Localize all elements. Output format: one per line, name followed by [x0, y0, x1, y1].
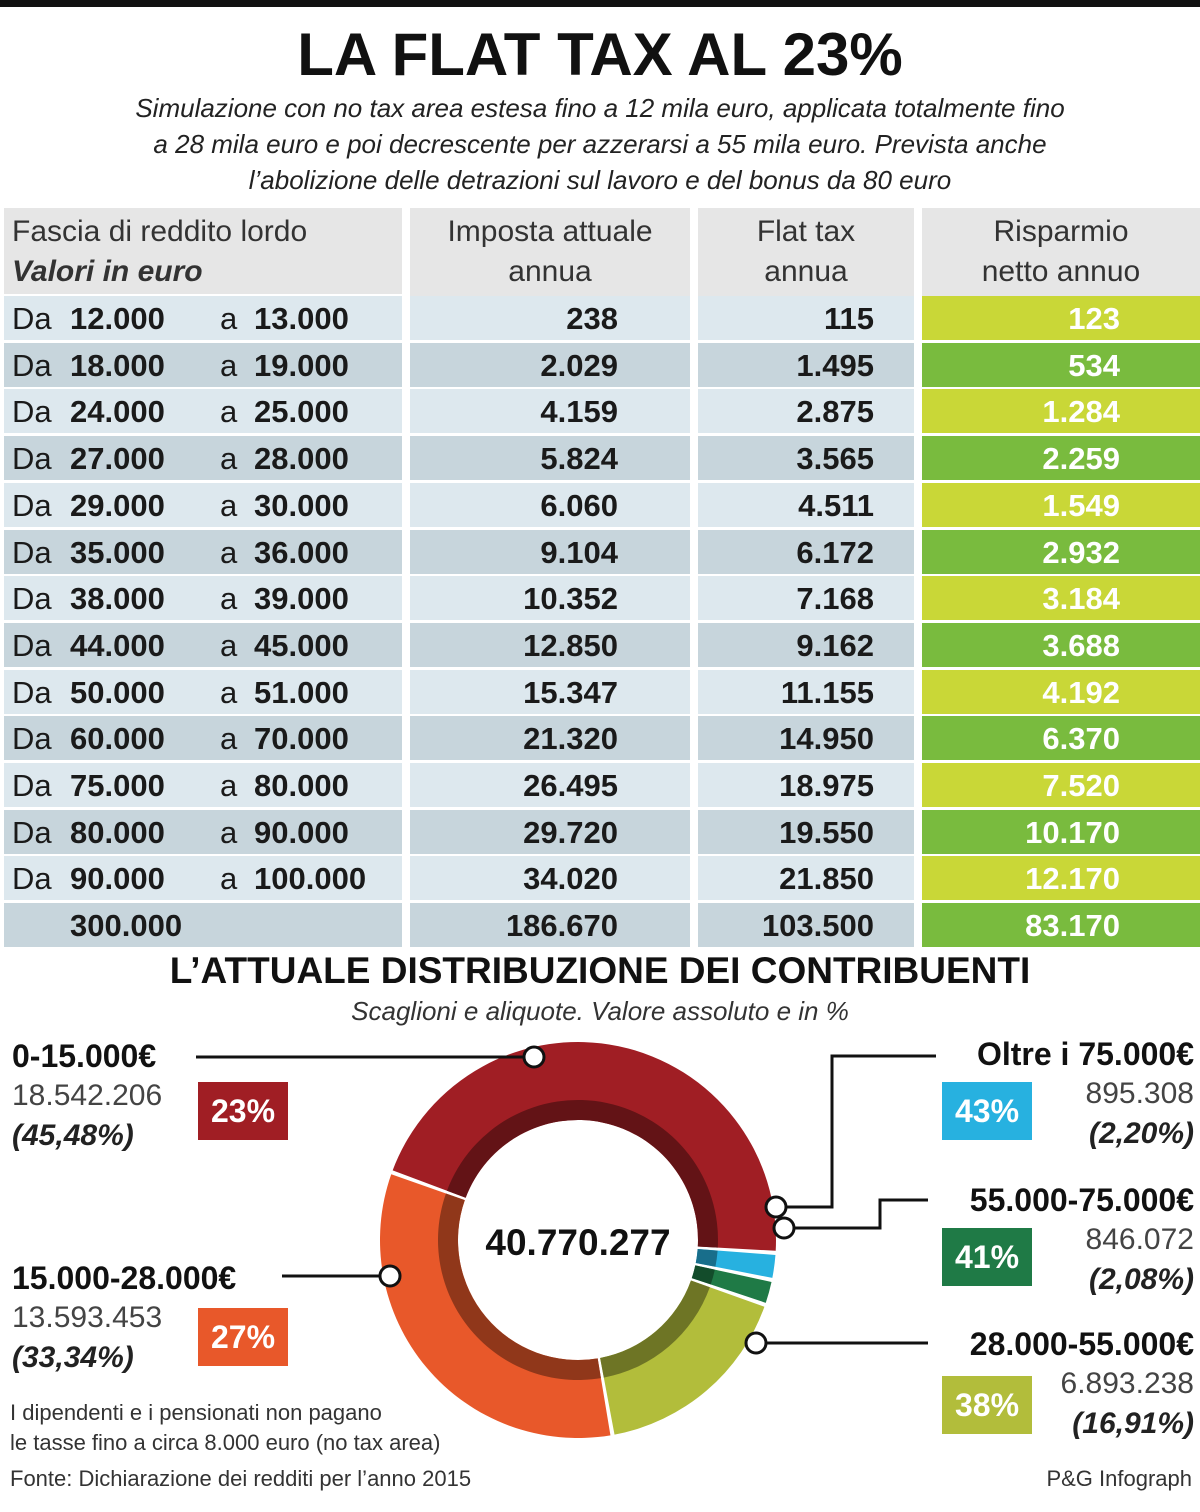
da-label: Da	[12, 768, 52, 803]
subtitle-line: a 28 mila euro e poi decrescente per azzerarsi a 55 mila euro. Prevista anche	[153, 129, 1047, 159]
header-label: Imposta attuale	[447, 215, 653, 248]
cell-flat-tax: 11.155	[698, 670, 914, 714]
header-label: Flat tax	[756, 215, 856, 248]
range-from: 18.000	[70, 347, 165, 383]
range-from: 27.000	[70, 441, 165, 477]
header-label: annua	[764, 255, 848, 288]
range-from: 50.000	[70, 674, 165, 710]
cell-imposta-attuale: 238	[410, 296, 690, 340]
header-label: annua	[508, 255, 592, 288]
da-label: Da	[12, 301, 52, 336]
cell-imposta-attuale: 9.104	[410, 530, 690, 574]
cell-risparmio: 123	[922, 296, 1200, 340]
da-label: Da	[12, 674, 52, 710]
group-count: 846.072	[1085, 1223, 1194, 1256]
cell-flat-tax: 21.850	[698, 856, 914, 900]
a-label: a	[220, 487, 238, 523]
range-to: 70.000	[254, 721, 349, 757]
cell-risparmio: 534	[922, 343, 1200, 387]
range-from: 80.000	[70, 814, 165, 850]
subtitle-line: l’abolizione delle detrazioni sul lavoro e del bonus da 80 euro	[248, 165, 952, 195]
cell-risparmio: 3.184	[922, 576, 1200, 620]
rate-badge-38: 38%	[942, 1376, 1032, 1434]
da-label: Da	[12, 861, 52, 897]
a-label: a	[220, 394, 238, 430]
group-range: 28.000-55.000€	[969, 1326, 1194, 1362]
leader-dot	[766, 1197, 786, 1217]
range-from: 90.000	[70, 861, 165, 897]
group-share: (16,91%)	[1072, 1407, 1194, 1440]
range-from: 38.000	[70, 581, 165, 617]
group-count: 6.893.238	[1060, 1367, 1194, 1400]
range-to: 19.000	[254, 347, 349, 383]
group-count: 895.308	[1085, 1077, 1194, 1110]
group-share: (2,20%)	[1088, 1117, 1194, 1150]
da-label: Da	[12, 627, 52, 663]
range-to: 13.000	[254, 301, 349, 336]
group-label-0-15000	[12, 1036, 162, 1156]
cell-flat-tax: 9.162	[698, 623, 914, 667]
da-label: Da	[12, 581, 52, 617]
a-label: a	[220, 301, 238, 336]
da-label: Da	[12, 487, 52, 523]
cell-flat-tax: 1.495	[698, 343, 914, 387]
a-label: a	[220, 721, 238, 757]
cell-imposta-attuale: 5.824	[410, 436, 690, 480]
total-contributors: 40.770.277	[485, 1222, 671, 1263]
da-label: Da	[12, 347, 52, 383]
cell-risparmio: 2.259	[922, 436, 1200, 480]
cell-risparmio: 7.520	[922, 763, 1200, 807]
range-to: 90.000	[254, 814, 349, 850]
range-from: 24.000	[70, 394, 165, 430]
group-range: Oltre i 75.000€	[976, 1036, 1194, 1072]
rate-badge-23: 23%	[198, 1082, 288, 1140]
range-to: 100.000	[254, 861, 367, 897]
distribution-title: L’ATTUALE DISTRIBUZIONE DEI CONTRIBUENTI	[169, 950, 1031, 991]
cell-risparmio: 2.932	[922, 530, 1200, 574]
group-count: 18.542.206	[12, 1079, 163, 1112]
cell-risparmio: 6.370	[922, 716, 1200, 760]
cell-total-risparmio: 83.170	[922, 903, 1200, 947]
cell-flat-tax: 2.875	[698, 389, 914, 433]
a-label: a	[220, 347, 238, 383]
range-to: 25.000	[254, 394, 349, 430]
range-from: 29.000	[70, 487, 165, 523]
cell-imposta-attuale: 4.159	[410, 389, 690, 433]
donut-slice-shade	[696, 1249, 718, 1267]
cell-risparmio: 1.284	[922, 389, 1200, 433]
cell-risparmio: 1.549	[922, 483, 1200, 527]
cell-flat-tax: 3.565	[698, 436, 914, 480]
a-label: a	[220, 861, 238, 897]
group-range: 55.000-75.000€	[969, 1182, 1194, 1218]
cell-flat-tax: 7.168	[698, 576, 914, 620]
leader-line	[776, 1056, 936, 1207]
group-count: 13.593.453	[12, 1301, 163, 1334]
rate-badge-43: 43%	[942, 1082, 1032, 1140]
cell-imposta-attuale: 29.720	[410, 810, 690, 854]
leader-line	[784, 1200, 928, 1228]
cell-imposta-attuale: 6.060	[410, 483, 690, 527]
cell-total-flat: 103.500	[698, 903, 914, 947]
note-line: I dipendenti e i pensionati non pagano	[10, 1400, 382, 1425]
cell-imposta-attuale: 12.850	[410, 623, 690, 667]
cell-total-attuale: 186.670	[410, 903, 690, 947]
source-note: Fonte: Dichiarazione dei redditi per l’anno 2015	[10, 1466, 472, 1491]
range-from: 12.000	[70, 301, 165, 336]
a-label: a	[220, 441, 238, 477]
page-title: LA FLAT TAX AL 23%	[297, 21, 903, 88]
header-fascia-label: Fascia di reddito lordo	[12, 215, 308, 248]
note-line: le tasse fino a circa 8.000 euro (no tax area)	[10, 1430, 441, 1455]
a-label: a	[220, 674, 238, 710]
da-label: Da	[12, 441, 52, 477]
leader-dot	[380, 1266, 400, 1286]
group-share: (2,08%)	[1088, 1263, 1194, 1296]
range-from: 35.000	[70, 534, 165, 570]
group-share: (33,34%)	[12, 1341, 134, 1374]
a-label: a	[220, 768, 238, 803]
group-range: 0-15.000€	[12, 1038, 157, 1074]
range-to: 36.000	[254, 534, 349, 570]
group-range: 15.000-28.000€	[12, 1260, 237, 1296]
cell-imposta-attuale: 15.347	[410, 670, 690, 714]
leader-dot	[774, 1218, 794, 1238]
da-label: Da	[12, 534, 52, 570]
range-from: 60.000	[70, 721, 165, 757]
da-label: Da	[12, 721, 52, 757]
leader-dot	[524, 1047, 544, 1067]
cell-flat-tax: 4.511	[698, 483, 914, 527]
range-from: 44.000	[70, 627, 165, 663]
cell-flat-tax: 115	[698, 296, 914, 340]
cell-imposta-attuale: 10.352	[410, 576, 690, 620]
subtitle-line: Simulazione con no tax area estesa fino a 12 mila euro, applicata totalmente fino	[135, 93, 1065, 123]
cell-flat-tax: 19.550	[698, 810, 914, 854]
range-to: 28.000	[254, 441, 349, 477]
range-to: 51.000	[254, 674, 349, 710]
cell-risparmio: 3.688	[922, 623, 1200, 667]
cell-flat-tax: 6.172	[698, 530, 914, 574]
rate-badge-41: 41%	[942, 1228, 1032, 1286]
cell-imposta-attuale: 21.320	[410, 716, 690, 760]
cell-flat-tax: 14.950	[698, 716, 914, 760]
a-label: a	[220, 814, 238, 850]
rate-badge-27: 27%	[198, 1308, 288, 1366]
distribution-subtitle: Scaglioni e aliquote. Valore assoluto e in %	[351, 996, 849, 1026]
cell-imposta-attuale: 2.029	[410, 343, 690, 387]
header-fascia-unit: Valori in euro	[12, 255, 203, 288]
group-share: (45,48%)	[12, 1119, 134, 1152]
donut-slice-shade	[692, 1265, 715, 1284]
a-label: a	[220, 534, 238, 570]
da-label: Da	[12, 394, 52, 430]
range-to: 39.000	[254, 581, 349, 617]
a-label: a	[220, 627, 238, 663]
total-label: 300.000	[70, 908, 183, 944]
cell-risparmio: 12.170	[922, 856, 1200, 900]
range-to: 30.000	[254, 487, 349, 523]
no-tax-area-note	[10, 1398, 530, 1458]
range-to: 80.000	[254, 768, 349, 803]
cell-risparmio: 10.170	[922, 810, 1200, 854]
da-label: Da	[12, 814, 52, 850]
credit-label: P&G Infograph	[1046, 1466, 1192, 1491]
cell-imposta-attuale: 26.495	[410, 763, 690, 807]
cell-risparmio: 4.192	[922, 670, 1200, 714]
header-label: Risparmio	[993, 215, 1129, 248]
leader-dot	[746, 1333, 766, 1353]
cell-imposta-attuale: 34.020	[410, 856, 690, 900]
range-from: 75.000	[70, 768, 165, 803]
a-label: a	[220, 581, 238, 617]
header-label: netto annuo	[981, 255, 1141, 288]
range-to: 45.000	[254, 627, 349, 663]
cell-flat-tax: 18.975	[698, 763, 914, 807]
